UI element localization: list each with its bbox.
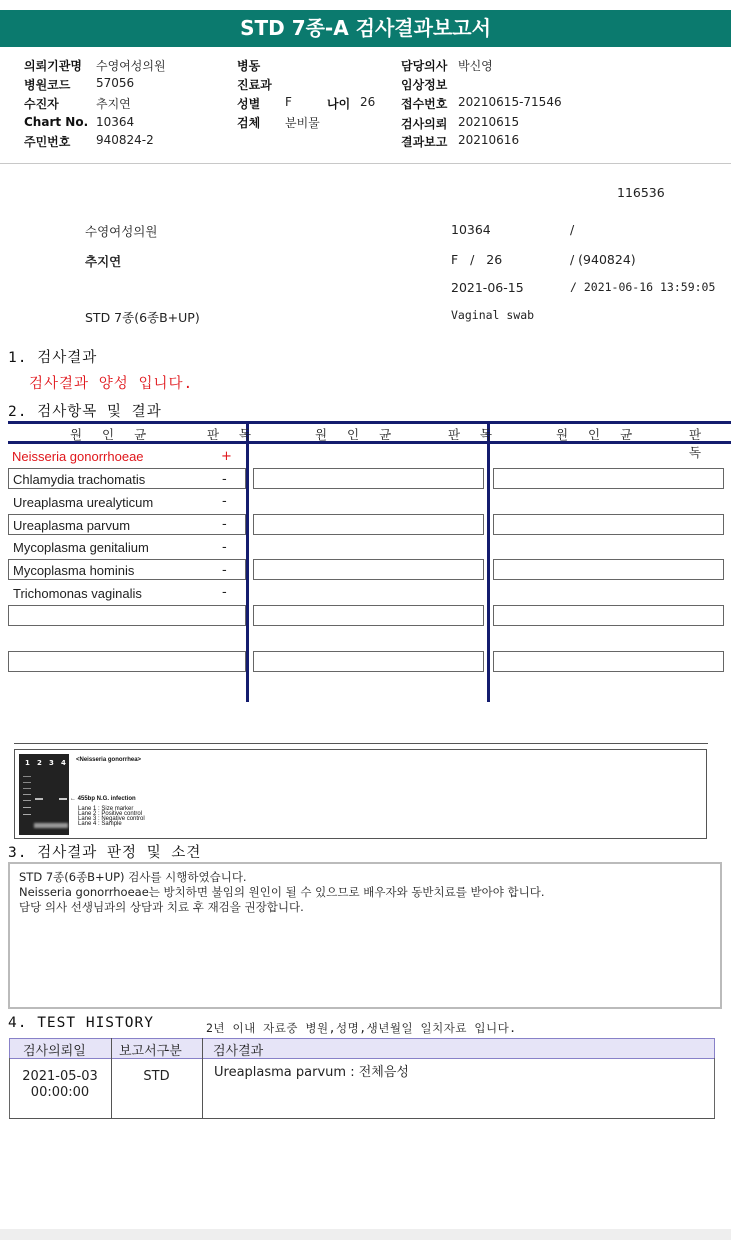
organism-name-7: Trichomonas vaginalis — [13, 586, 142, 601]
hdr-label-receipt-no: 접수번호 — [401, 97, 448, 111]
col3-header-organism: 원 인 균 — [556, 427, 641, 442]
gel-lane-1: 1 — [25, 759, 30, 767]
hdr-label-report-date: 결과보고 — [401, 135, 448, 149]
hdr-value-doctor: 박신영 — [458, 59, 493, 73]
hdr-value-rrn: 940824-2 — [96, 133, 154, 147]
hdr-value-age: 26 — [360, 95, 376, 109]
organism-result-3: - — [222, 494, 227, 509]
organism-name-2: Chlamydia trachomatis — [13, 472, 146, 487]
row-box-col1-4 — [8, 514, 246, 535]
section-1-result: 검사결과 양성 입니다. — [29, 376, 194, 392]
row-box-col2-8 — [253, 605, 484, 626]
row-box-col2-4 — [253, 514, 484, 535]
organism-name-3: Ureaplasma urealyticum — [13, 495, 154, 510]
hdr-label-sex: 성별 — [237, 97, 261, 111]
hdr-label-doctor: 담당의사 — [401, 59, 448, 73]
col3-header-judge: 판 독 — [689, 427, 710, 460]
organism-result-7: - — [222, 585, 227, 600]
opinion-line-1: STD 7종(6종B+UP) 검사를 시행하였습니다. — [19, 870, 247, 884]
col1-header-organism: 원 인 균 — [70, 427, 155, 442]
grid-col-divider-1 — [246, 424, 249, 702]
gel-legend-2: Lane 2 : Positive control — [78, 811, 143, 817]
row-box-col2-2 — [253, 468, 484, 489]
row-box-col2-10 — [253, 651, 484, 672]
history-bottom-rule — [9, 1118, 715, 1119]
history-row-date-time: 00:00:00 — [30, 1085, 90, 1100]
hdr-value-specimen: 분비물 — [285, 116, 320, 130]
organism-result-4: - — [222, 517, 227, 532]
row-box-col1-8 — [8, 605, 246, 626]
history-row-result: Ureaplasma parvum : 전체음성 — [214, 1065, 409, 1080]
hdr-label-department: 진료과 — [237, 78, 272, 92]
opinion-line-3: 담당 의사 선생님과의 상담과 치료 후 재검을 권장합니다. — [19, 900, 304, 914]
info-specimen: Vaginal swab — [451, 308, 535, 322]
hdr-label-hospital: 의뢰기관명 — [24, 59, 82, 73]
hdr-label-patient: 수진자 — [24, 97, 59, 111]
opinion-line-2: Neisseria gonorrhoeae는 방치하면 불임의 원인이 될 수 있으므로 배우자와 동반치료를 받아야 합니다. — [19, 885, 545, 899]
history-row-date-day: 2021-05-03 — [22, 1069, 98, 1084]
gel-band-label-text: 455bp N.G. infection — [77, 796, 136, 802]
hdr-label-age: 나이 — [327, 97, 351, 111]
organism-result-5: - — [222, 540, 227, 555]
info-test-name: STD 7종(6종B+UP) — [85, 310, 200, 325]
history-col-type: 보고서구분 — [119, 1044, 182, 1059]
gel-legend — [78, 807, 145, 827]
organism-result-6: - — [222, 563, 227, 578]
organism-name-1: Neisseria gonorrhoeae — [12, 449, 144, 464]
organism-result-2: - — [222, 472, 227, 487]
info-chart: 10364 — [451, 222, 491, 237]
organism-name-5: Mycoplasma genitalium — [13, 540, 149, 555]
hdr-value-request-date: 20210615 — [458, 115, 520, 129]
gel-legend-3: Lane 3 : Negative control — [78, 816, 145, 822]
organism-result-1: + — [221, 449, 232, 464]
section-1-title: 1. 검사결과 — [8, 350, 98, 366]
hdr-value-hospital: 수영여성의원 — [96, 59, 166, 73]
history-row-type: STD — [143, 1069, 170, 1084]
bottom-strip — [0, 1229, 731, 1240]
row-box-col2-6 — [253, 559, 484, 580]
row-box-col1-2 — [8, 468, 246, 489]
gel-top-rule — [14, 743, 708, 744]
info-slash: / — [570, 222, 575, 237]
row-box-col3-4 — [493, 514, 724, 535]
hdr-label-ward: 병동 — [237, 59, 261, 73]
hdr-value-report-date: 20210616 — [458, 133, 520, 147]
col1-header-judge: 판 독 — [207, 427, 260, 442]
section-4-title: 4. TEST HISTORY — [8, 1015, 154, 1031]
report-title: STD 7종-A 검사결과보고서 — [0, 10, 731, 47]
hdr-label-chart: Chart No. — [24, 115, 89, 129]
grid-top-rule — [8, 421, 731, 424]
hdr-value-hospital-code: 57056 — [96, 76, 135, 90]
row-box-col3-10 — [493, 651, 724, 672]
info-request-date: 2021-06-15 — [451, 280, 524, 295]
row-box-col1-10 — [8, 651, 246, 672]
hdr-value-chart: 10364 — [96, 115, 135, 129]
header-divider — [0, 163, 731, 164]
hdr-value-receipt-no: 20210615-71546 — [458, 95, 562, 109]
row-box-col3-2 — [493, 468, 724, 489]
hdr-label-clinical-info: 임상정보 — [401, 78, 448, 92]
info-rrn: / (940824) — [570, 252, 636, 267]
gel-lane-2: 2 — [37, 759, 42, 767]
hdr-value-sex: F — [285, 95, 292, 109]
gel-band-sample — [59, 798, 67, 800]
grid-col-divider-2 — [487, 424, 490, 702]
history-col-date: 검사의뢰일 — [23, 1044, 86, 1059]
gel-legend-1: Lane 1 : Size marker — [78, 806, 134, 812]
opinion-box — [8, 862, 722, 1009]
row-box-col3-8 — [493, 605, 724, 626]
section-4-note: 2년 이내 자료중 병원,성명,생년월일 일치자료 입니다. — [206, 1021, 517, 1035]
opinion-text — [19, 870, 545, 915]
section-3-title: 3. 검사결과 판정 및 소견 — [8, 845, 202, 861]
organism-name-4: Ureaplasma parvum — [13, 518, 131, 533]
info-hospital: 수영여성의원 — [85, 224, 158, 239]
col2-header-judge: 판 독 — [448, 427, 501, 442]
col2-header-organism: 원 인 균 — [315, 427, 400, 442]
gel-band-positive — [35, 798, 43, 800]
hdr-label-specimen: 검체 — [237, 116, 261, 130]
history-col-result: 검사결과 — [213, 1044, 264, 1059]
row-box-col3-6 — [493, 559, 724, 580]
hdr-label-rrn: 주민번호 — [24, 135, 71, 149]
gel-legend-4: Lane 4 : Sample — [78, 821, 122, 827]
info-report-datetime: / 2021-06-16 13:59:05 — [570, 280, 716, 294]
gel-title: <Neisseria gonorrhea> — [76, 757, 142, 763]
hdr-value-patient: 추지연 — [96, 97, 131, 111]
gel-image — [19, 754, 69, 835]
history-header-row — [9, 1038, 715, 1059]
gel-lane-4: 4 — [61, 759, 66, 767]
hdr-label-request-date: 검사의뢰 — [401, 117, 448, 131]
organism-name-6: Mycoplasma hominis — [13, 563, 135, 578]
hdr-label-hospital-code: 병원코드 — [24, 78, 71, 92]
gel-lane-3: 3 — [49, 759, 54, 767]
section-2-title: 2. 검사항목 및 결과 — [8, 404, 162, 420]
report-number: 116536 — [617, 185, 665, 200]
gel-band-label: ← 455bp N.G. infection — [70, 796, 136, 802]
history-col-divider-2 — [202, 1038, 203, 1119]
history-row-date — [9, 1069, 111, 1101]
info-patient: 추지연 — [85, 254, 122, 269]
row-box-col1-6 — [8, 559, 246, 580]
info-sex-age: F / 26 — [451, 252, 503, 267]
